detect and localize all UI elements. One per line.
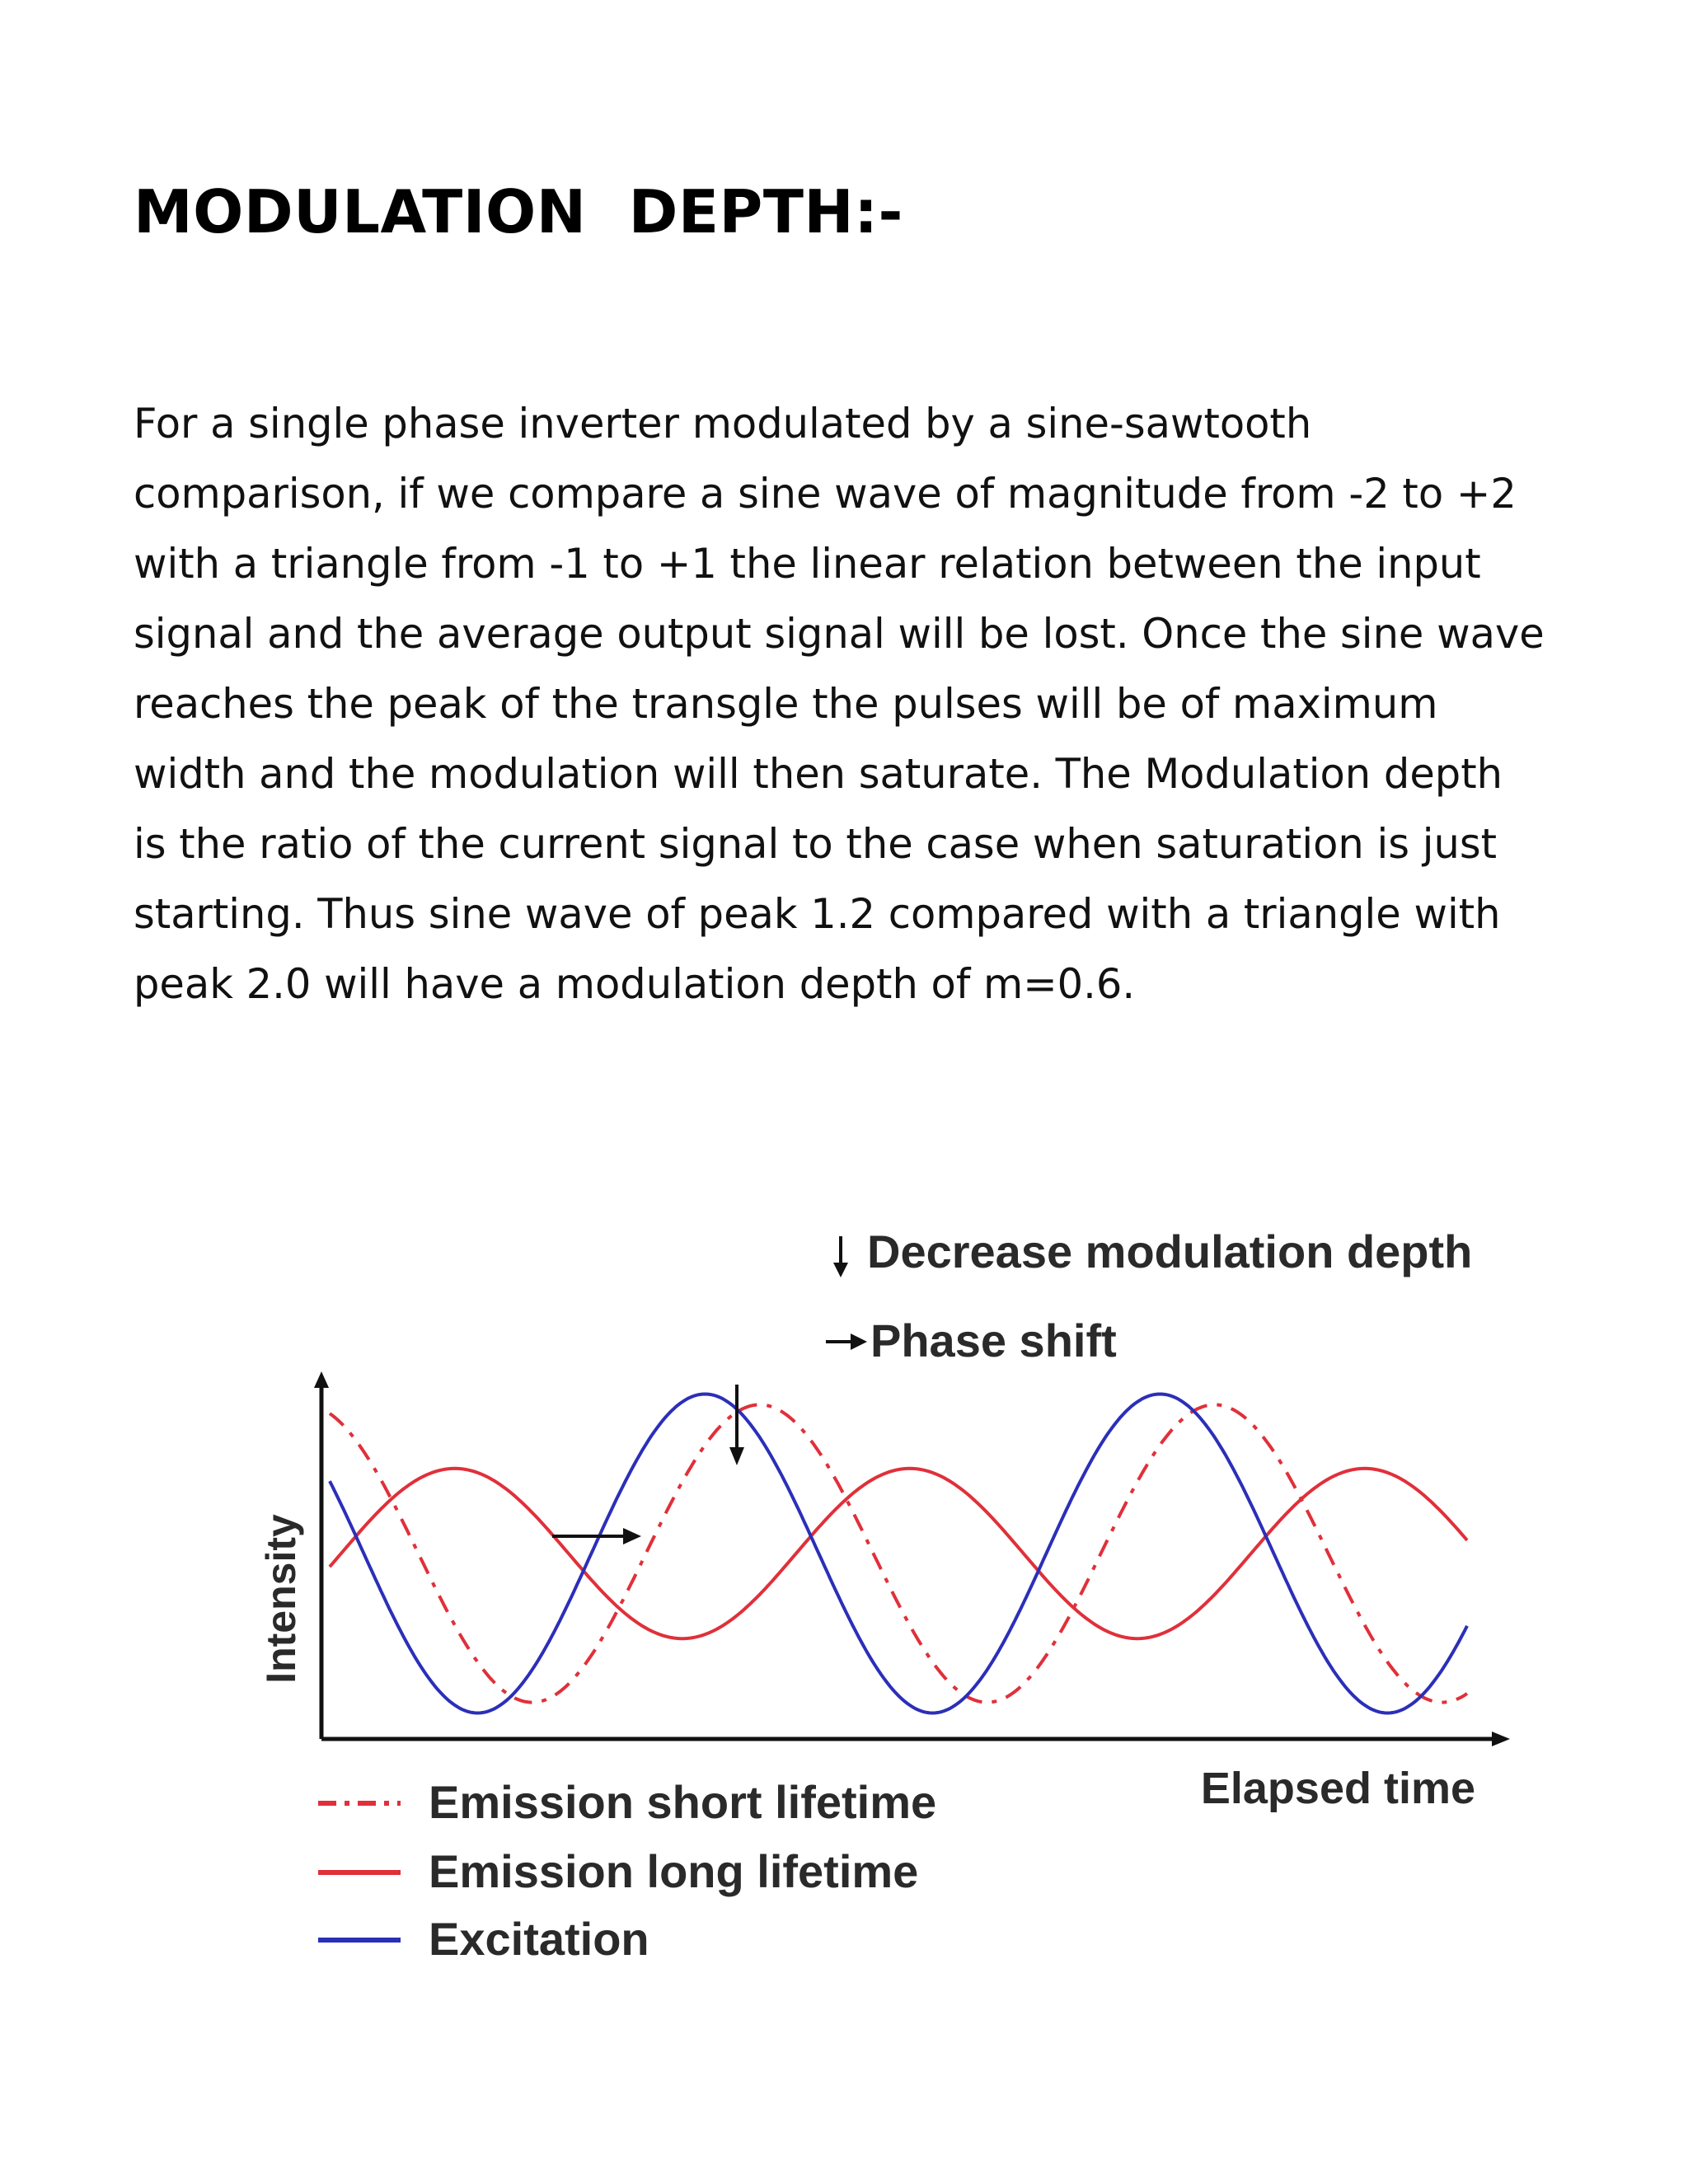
paragraph-line: peak 2.0 will have a modulation depth of m=0.6.	[134, 960, 1136, 1008]
annotation-depth-text: Decrease modulation depth	[867, 1226, 1473, 1277]
paragraph-line: with a triangle from -1 to +1 the linear relation between the input	[134, 540, 1481, 588]
modulation-chart	[231, 1203, 1517, 2011]
paragraph-line: For a single phase inverter modulated by a sine-sawtooth	[134, 400, 1312, 448]
legend-label: Emission short lifetime	[429, 1776, 937, 1828]
series-group	[330, 1394, 1467, 1713]
annotation-depth	[833, 1226, 1472, 1277]
phase-arrow-head-icon	[623, 1528, 641, 1544]
right-arrow-head-icon	[851, 1333, 867, 1350]
depth-arrow-head-icon	[729, 1447, 744, 1465]
down-arrow-head-icon	[833, 1263, 848, 1277]
paragraph-line: reaches the peak of the transgle the pulses will be of maximum	[134, 680, 1438, 728]
series-line-excitation	[330, 1394, 1467, 1713]
y-axis-label: Intensity	[258, 1514, 304, 1684]
paragraph-line: signal and the average output signal will be lost. Once the sine wave	[134, 610, 1545, 658]
legend-item	[318, 1776, 936, 1828]
annotation-phase-text: Phase shift	[870, 1315, 1117, 1366]
series-line-emission-short-lifetime	[330, 1404, 1467, 1702]
legend	[318, 1776, 936, 1965]
x-axis-label: Elapsed time	[1200, 1764, 1475, 1813]
body-paragraph	[134, 389, 1545, 1019]
legend-item	[318, 1913, 649, 1965]
x-axis-arrow-icon	[1492, 1732, 1510, 1746]
legend-label: Excitation	[429, 1913, 649, 1965]
paragraph-line: comparison, if we compare a sine wave of magnitude from -2 to +2	[134, 470, 1517, 518]
legend-label: Emission long lifetime	[429, 1845, 919, 1897]
page-title: MODULATION DEPTH:-	[134, 177, 903, 246]
paragraph-line: starting. Thus sine wave of peak 1.2 compared with a triangle with	[134, 890, 1501, 938]
legend-item	[318, 1845, 918, 1897]
annotation-phase	[826, 1315, 1117, 1366]
modulation-figure	[231, 1203, 1517, 2011]
paragraph-line: width and the modulation will then saturate. The Modulation depth	[134, 750, 1503, 798]
series-line-emission-long-lifetime	[330, 1469, 1467, 1638]
y-axis-arrow-icon	[314, 1371, 329, 1388]
paragraph-line: is the ratio of the current signal to the case when saturation is just	[134, 820, 1498, 868]
